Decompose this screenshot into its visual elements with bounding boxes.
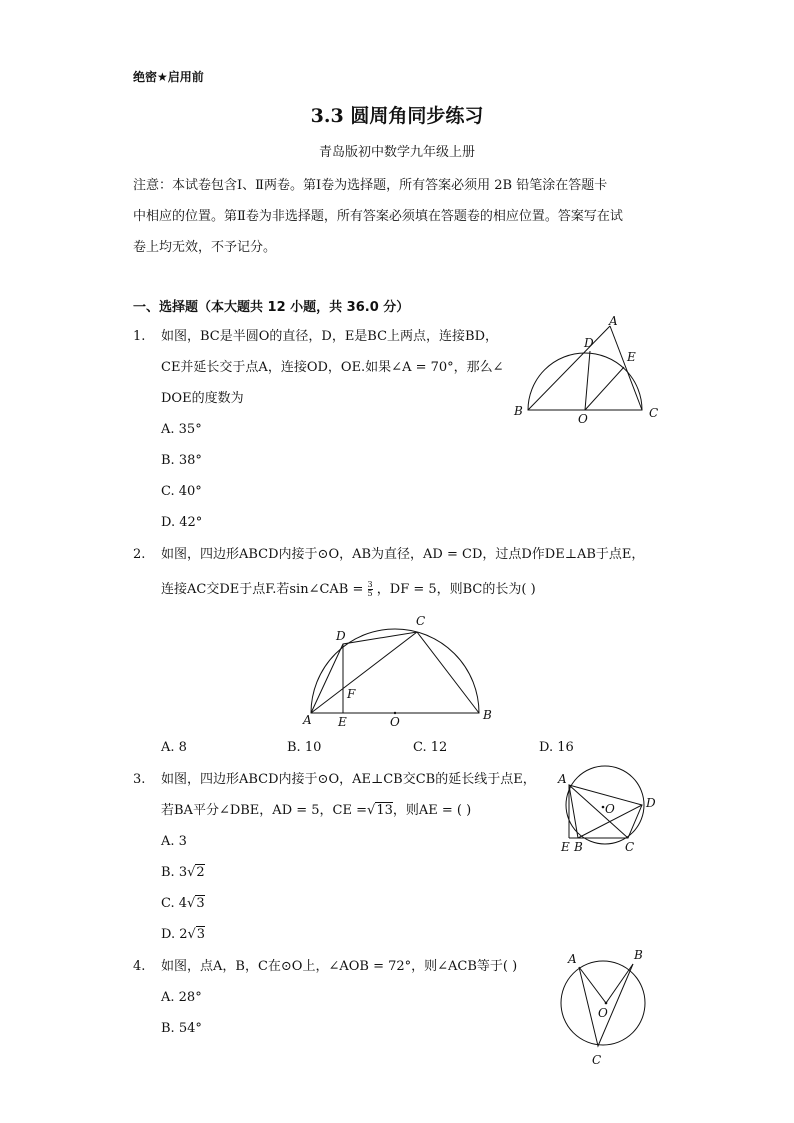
- q3-option-c-radicand: 3: [196, 896, 205, 911]
- q3-option-c-text: C. 4: [161, 896, 188, 911]
- q3-label-a: A: [558, 772, 567, 786]
- page-subtitle: 青岛版初中数学九年级上册: [318, 145, 475, 160]
- page-title: 3.3 圆周角同步练习: [310, 105, 484, 127]
- q4-option-a: A. 28°: [161, 990, 202, 1005]
- q2-label-o: O: [390, 715, 400, 729]
- q3-label-d: D: [646, 796, 656, 810]
- q1-option-d: D. 42°: [161, 515, 203, 530]
- q2-option-d: D. 16: [539, 740, 574, 755]
- q3-option-b-text: B. 3: [161, 865, 188, 880]
- q2-label-c: C: [416, 614, 426, 628]
- q3-number: 3.: [133, 772, 146, 787]
- q3-line-1: 如图，四边形ABCD内接于⊙O，AE⊥CB交CB的延长线于点E，: [161, 772, 536, 787]
- notice-line-3: 卷上均无效，不予记分。: [133, 240, 277, 255]
- q3-label-e: E: [561, 840, 570, 854]
- q3-option-c: C. 4√3: [161, 896, 205, 911]
- q3-figure: [555, 765, 665, 855]
- q1-label-c: C: [649, 406, 659, 420]
- q4-label-b: B: [634, 948, 643, 962]
- q2-option-b: B. 10: [287, 740, 322, 755]
- q1-figure: [510, 315, 670, 430]
- q4-option-b: B. 54°: [161, 1021, 202, 1036]
- q2-number: 2.: [133, 547, 146, 562]
- q4-figure: [560, 945, 650, 1070]
- q4-label-c: C: [592, 1053, 602, 1067]
- q1-label-a: A: [609, 314, 618, 328]
- q3-option-d-text: D. 2: [161, 927, 188, 942]
- notice-line-2: 中相应的位置。第Ⅱ卷为非选择题，所有答案必须填在答题卷的相应位置。答案写在试: [133, 209, 623, 224]
- q2-fraction-num: 3: [367, 580, 373, 589]
- q3-label-o: O: [605, 802, 615, 816]
- q2-option-c: C. 12: [413, 740, 448, 755]
- q2-label-a: A: [303, 713, 312, 727]
- q1-option-c: C. 40°: [161, 484, 202, 499]
- q1-line-1: 如图，BC是半圆O的直径，D，E是BC上两点，连接BD，: [161, 329, 499, 344]
- q1-line-3: DOE的度数为: [161, 391, 244, 406]
- q1-label-d: D: [584, 336, 594, 350]
- q3-option-a-text: A. 3: [161, 834, 187, 849]
- q3-label-c: C: [625, 840, 635, 854]
- q2-line-2b: ，DF = 5，则BC的长为( ): [376, 582, 536, 597]
- q2-fraction-den: 5: [367, 589, 373, 598]
- q3-option-d-radicand: 3: [196, 927, 206, 942]
- q1-option-a: A. 35°: [161, 422, 202, 437]
- notice-block: [133, 170, 673, 263]
- q4-label-a: A: [568, 952, 577, 966]
- notice-line-1: 注意：本试卷包含Ⅰ、Ⅱ两卷。第Ⅰ卷为选择题，所有答案必须用 2B 铅笔涂在答题卡: [133, 178, 608, 193]
- q3-option-b-radicand: 2: [196, 865, 205, 880]
- q1-label-e: E: [627, 350, 636, 364]
- q2-label-d: D: [336, 629, 346, 643]
- q2-option-a: A. 8: [161, 740, 187, 755]
- q2-fraction: [368, 581, 373, 598]
- q1-label-b: B: [514, 404, 523, 418]
- q3-option-a: [161, 833, 187, 851]
- q2-line-1: 如图，四边形ABCD内接于⊙O，AB为直径，AD = CD，过点D作DE⊥AB于点E，: [161, 547, 645, 562]
- q4-label-o: O: [598, 1006, 608, 1020]
- q2-figure: [300, 612, 500, 727]
- q3-line-2b: ，则AE = ( ): [392, 803, 472, 818]
- q1-label-o: O: [578, 412, 588, 426]
- q1-number: 1.: [133, 329, 146, 344]
- q3-line-2: 若BA平分∠DBE，AD = 5，CE =√13，则AE = ( ): [161, 803, 472, 818]
- secret-mark: 绝密★启用前: [133, 70, 204, 84]
- q2-line-2a: 连接AC交DE于点F.若sin∠CAB =: [161, 582, 364, 597]
- q3-option-b: B. 3√2: [161, 865, 205, 880]
- q4-number: 4.: [133, 959, 146, 974]
- q3-label-b: B: [574, 840, 583, 854]
- q2-label-f: F: [347, 687, 356, 701]
- q2-line-2: [161, 581, 536, 599]
- q1-option-b: B. 38°: [161, 453, 202, 468]
- q2-label-b: B: [483, 708, 492, 722]
- section-heading: 一、选择题（本大题共 12 小题，共 36.0 分）: [133, 300, 410, 315]
- q3-sqrt-ce: 13: [376, 803, 393, 818]
- q3-line-2a: 若BA平分∠DBE，AD = 5，CE =: [161, 803, 368, 818]
- q1-line-2: CE并延长交于点A，连接OD，OE.如果∠A = 70°，那么∠: [161, 360, 504, 375]
- q3-option-d: D. 2√3: [161, 927, 206, 942]
- q2-label-e: E: [338, 715, 347, 729]
- q4-line-1: 如图，点A，B，C在⊙O上，∠AOB = 72°，则∠ACB等于( ): [161, 959, 518, 974]
